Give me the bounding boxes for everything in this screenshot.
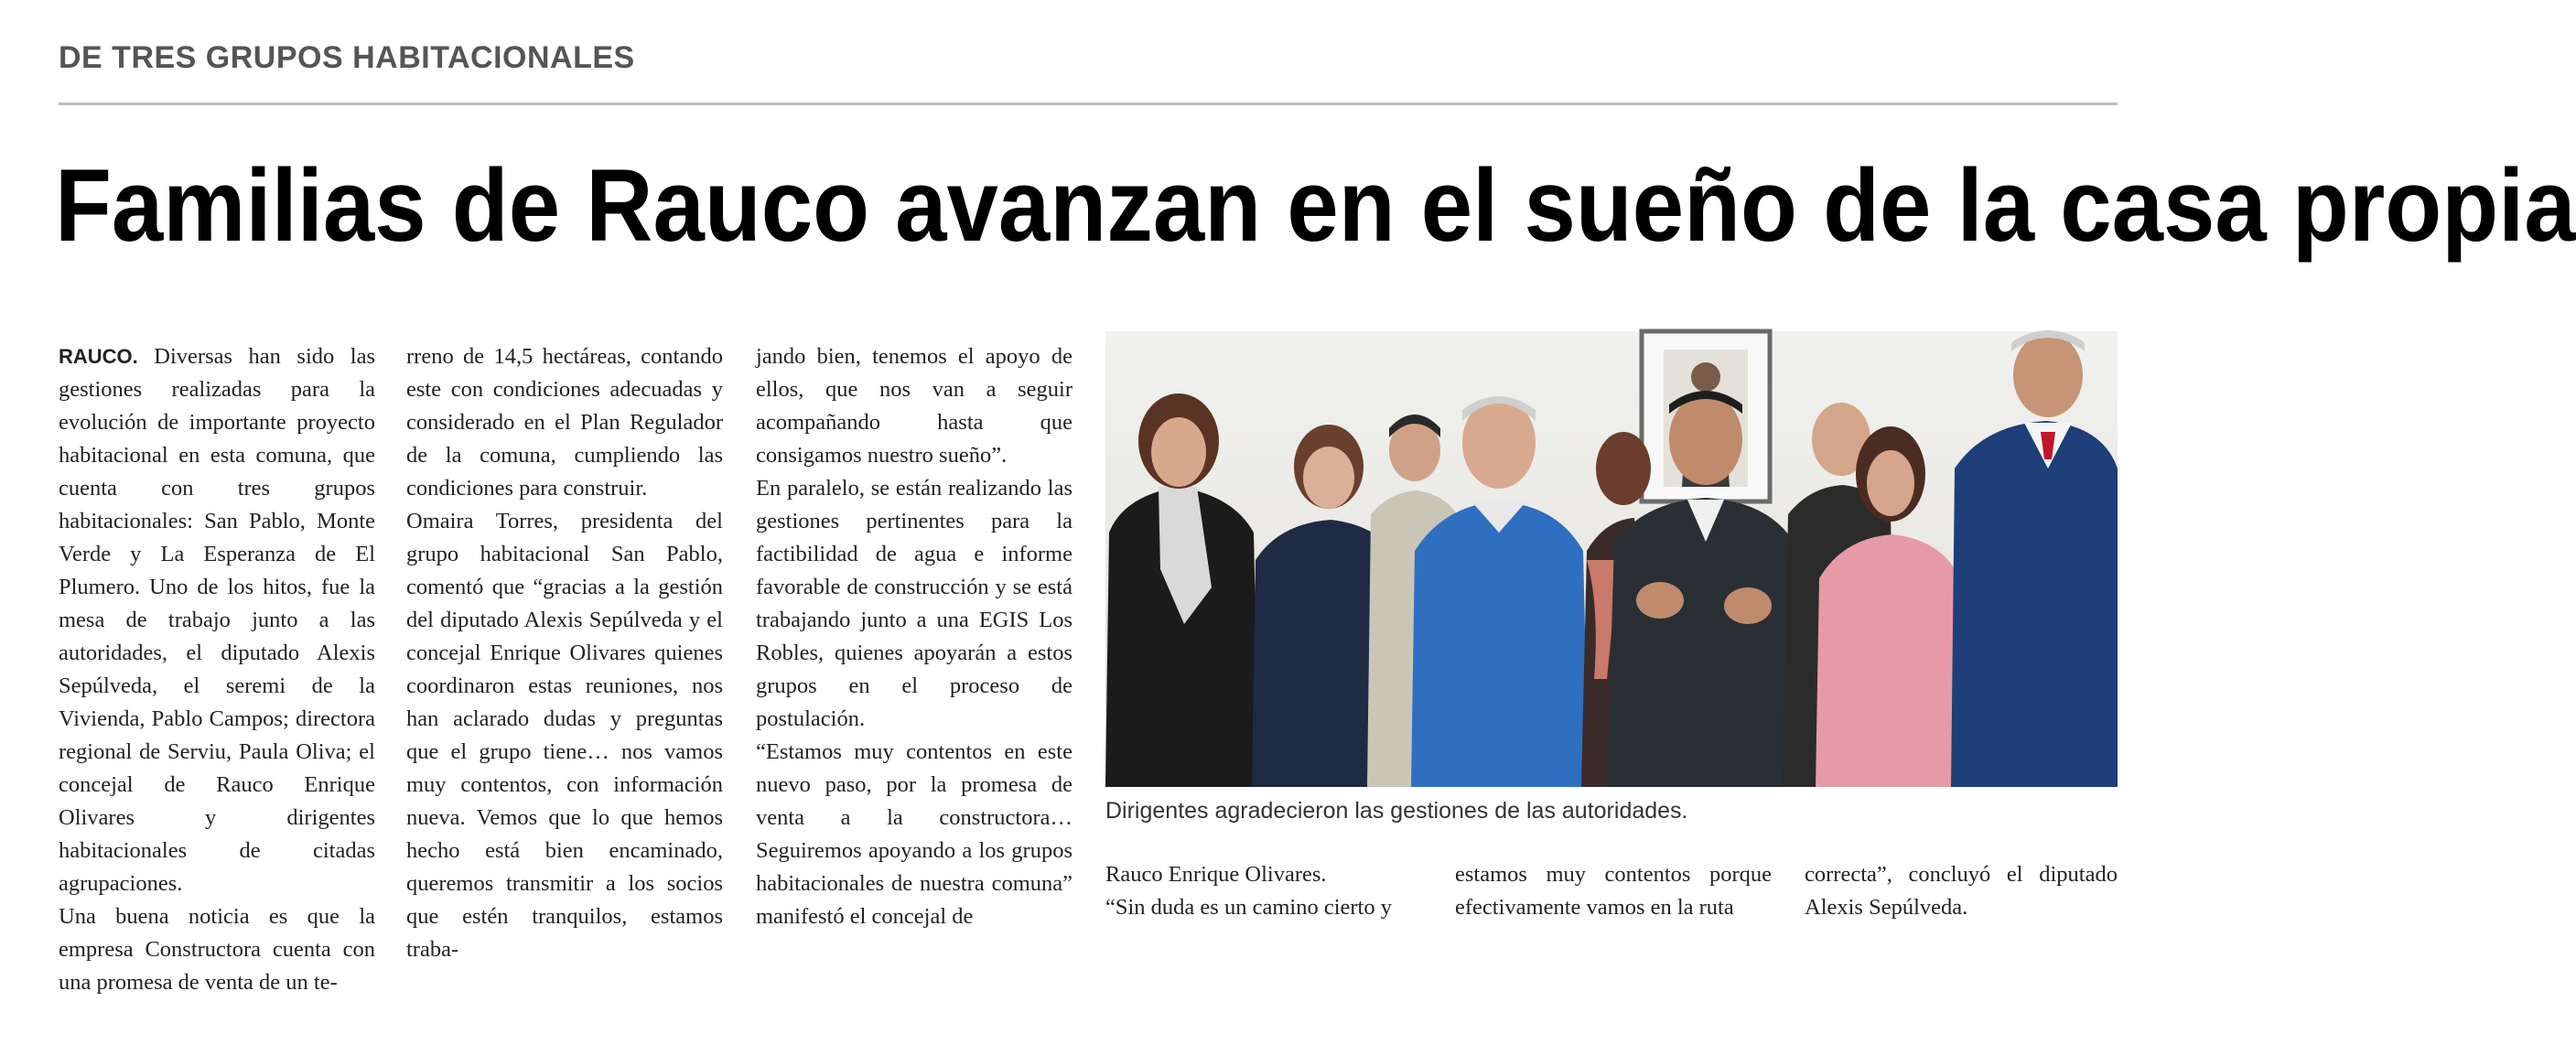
person-9: [1951, 330, 2118, 787]
article-column-5: [1455, 858, 1772, 924]
article-column-4: [1105, 858, 1422, 924]
paragraph: Una buena noticia es que la empresa Constructora cuenta con una promesa de venta de un te-: [59, 904, 375, 995]
article-column-1: [59, 340, 375, 999]
kicker-divider: [59, 102, 2118, 105]
paragraph: En paralelo, se están realizando las gestiones pertinentes para la factibilidad de agua e informe favorable de construcción y se está trabajando junto a una EGIS Los Robles, quienes apoyarán a estos grupos en el proceso de postulación.: [756, 476, 1072, 731]
paragraph: Rauco Enrique Olivares.: [1105, 862, 1327, 887]
paragraph-text: Diversas han sido las gestiones realizadas para la evolución de importante proyecto habitacional en esta comuna, que cuenta con tres grupos habitacionales: San Pablo, Monte Verde y La Esperanza de El Plumero. Uno de los hitos, fue la mesa de trabajo junto a las autoridades, el diputado Alexis Sepúlveda, el seremi de la Vivienda, Pablo Campos; directora regional de Serviu, Paula Oliva; el concejal de Rauco Enrique Olivares y dirigentes habitacionales de citadas agrupaciones.: [59, 344, 375, 896]
paragraph: “Estamos muy contentos en este nuevo paso, por la promesa de venta a la constructora… Seguiremos apoyando a los grupos habitacionales de nuestra comuna” manifestó el concejal de: [756, 739, 1072, 929]
article-photo: [1105, 331, 2118, 787]
article-column-6: [1805, 858, 2118, 924]
photo-caption: Dirigentes agradecieron las gestiones de las autoridades.: [1105, 798, 1688, 824]
paragraph: Omaira Torres, presidenta del grupo habitacional San Pablo, comentó que “gracias a la gestión del diputado Alexis Sepúlveda y el concejal Enrique Olivares quienes coordinaron estas reuniones, nos han aclarado dudas y preguntas que el grupo tiene… nos vamos muy contentos, con información nueva. Vemos que lo que hemos hecho está bien encaminado, queremos transmitir a los socios que estén tranquilos, estamos traba-: [406, 509, 723, 962]
paragraph: “Sin duda es un camino cierto y: [1105, 895, 1392, 920]
article-column-3: [756, 340, 1072, 933]
paragraph: [59, 340, 375, 900]
paragraph: estamos muy contentos porque efectivamente vamos en la ruta: [1455, 862, 1772, 920]
person-8: [1816, 426, 1966, 787]
article-headline: Familias de Rauco avanzan en el sueño de la casa propia: [55, 148, 2576, 263]
group-photo-illustration: [1105, 331, 2118, 787]
portrait-head: [1691, 362, 1720, 392]
dateline: RAUCO.: [59, 345, 138, 368]
section-kicker: DE TRES GRUPOS HABITACIONALES: [59, 40, 635, 75]
person-1: [1105, 393, 1259, 787]
paragraph: correcta”, concluyó el diputado Alexis Sepúlveda.: [1805, 862, 2118, 920]
paragraph: rreno de 14,5 hectáreas, contando este con condiciones adecuadas y considerado en el Plan Regulador de la comuna, cumpliendo las condiciones para construir.: [406, 344, 723, 501]
article-column-2: [406, 340, 723, 966]
paragraph: jando bien, tenemos el apoyo de ellos, que nos van a seguir acompañando hasta que consigamos nuestro sueño”.: [756, 344, 1072, 468]
